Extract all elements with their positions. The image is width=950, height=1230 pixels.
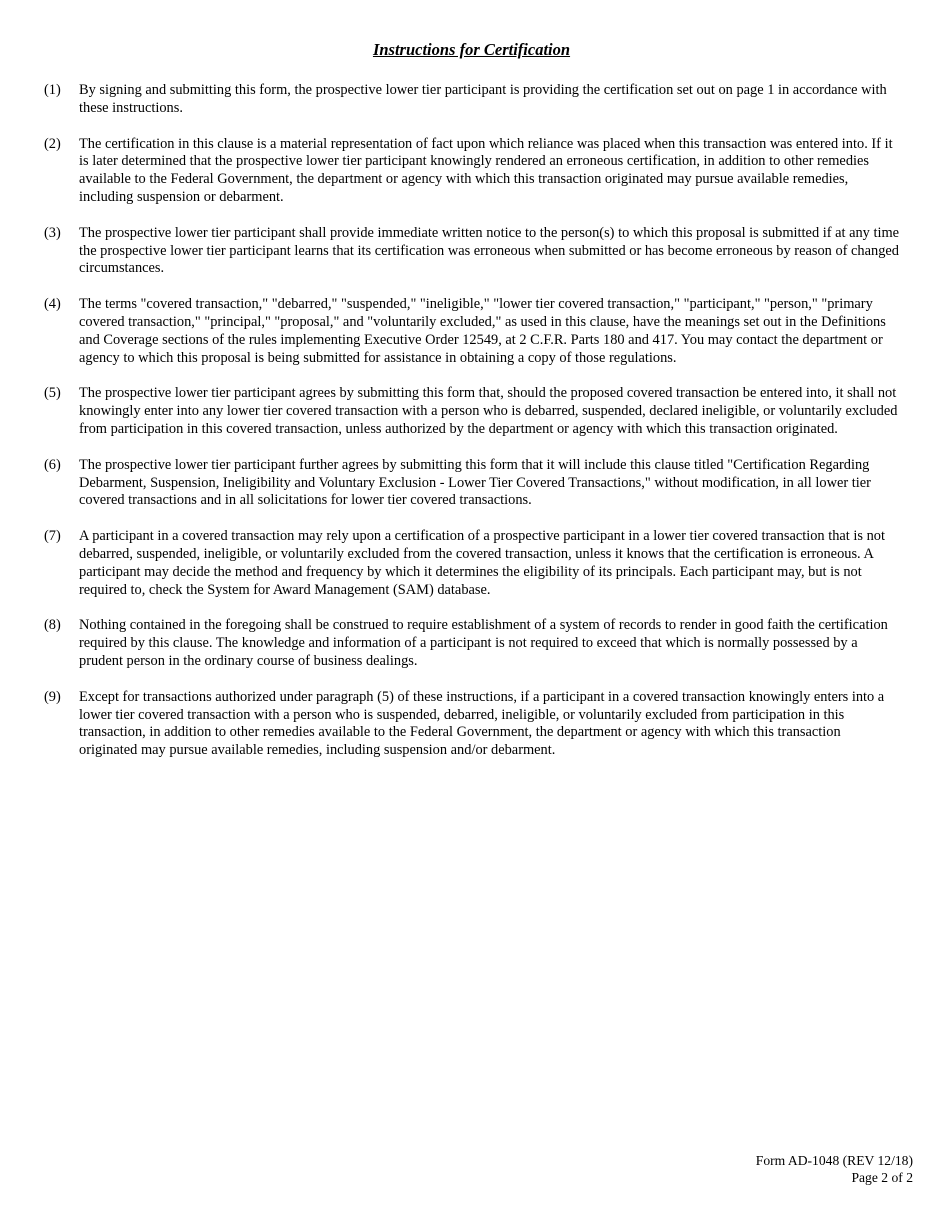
instruction-list (44, 82, 902, 778)
instruction-item (44, 689, 902, 760)
item-text: By signing and submitting this form, the prospective lower tier participant is providing the certification set out on page 1 in accordance with these instructions. (79, 82, 887, 116)
instruction-item (44, 82, 902, 118)
item-number: (4) (44, 296, 61, 313)
instruction-item (44, 617, 902, 670)
item-number: (5) (44, 385, 61, 402)
instruction-item (44, 457, 902, 510)
instruction-item (44, 225, 902, 278)
item-text: Except for transactions authorized under paragraph (5) of these instructions, if a participant in a covered transaction knowingly enters into a lower tier covered transaction with a person who is suspended, debarred, ineligible, or voluntarily excluded from participation in this transaction, in addition to other remedies available to the Federal Government, the department or agency with which this transaction originated may pursue available remedies, including suspension and/or debarment. (79, 688, 885, 759)
page-number: Page 2 of 2 (851, 1170, 913, 1185)
instruction-item (44, 296, 902, 367)
item-text: The prospective lower tier participant further agrees by submitting this form that it will include this clause titled "Certification Regarding Debarment, Suspension, Ineligibility and Voluntary Exclusion - Lower Tier Covered Transactions," without modification, in all lower tier covered transactions and in all solicitations for lower tier covered transactions. (79, 456, 871, 509)
item-number: (8) (44, 617, 61, 634)
item-text: A participant in a covered transaction may rely upon a certification of a prospective participant in a lower tier covered transaction that is not debarred, suspended, ineligible, or voluntarily excluded from the covered transaction, unless it knows that the certification is erroneous. A participant may decide the method and frequency by which it determines the eligibility of its principals. Each participant may, but is not required to, check the System for Award Management (SAM) database. (79, 528, 885, 598)
page-title: Instructions for Certification (372, 40, 571, 59)
item-text: The prospective lower tier participant agrees by submitting this form that, should the proposed covered transaction be entered into, it shall not knowingly enter into any lower tier covered transaction with a person who is debarred, suspended, declared ineligible, or voluntarily excluded from participation in this covered transaction, unless authorized by the department or agency with which this transaction originated. (79, 385, 898, 437)
page-footer (756, 1152, 913, 1186)
item-text: Nothing contained in the foregoing shall be construed to require establishment of a system of records to render in good faith the certification required by this clause. The knowledge and information of a participant is not required to exceed that which is normally possessed by a prudent person in the ordinary course of business dealings. (79, 617, 888, 669)
item-number: (1) (44, 82, 61, 98)
item-number: (9) (44, 688, 61, 705)
item-number: (3) (44, 224, 61, 241)
item-text: The prospective lower tier participant shall provide immediate written notice to the person(s) to which this proposal is submitted if at any time the prospective lower tier participant learns that its certification was erroneous when submitted or has become erroneous by reason of changed circumstances. (79, 224, 900, 277)
item-text: The terms "covered transaction," "debarred," "suspended," "ineligible," "lower tier covered transaction," "participant," "person," "primary covered transaction," "principal," "proposal," and "voluntarily excluded," as used in this clause, have the meanings set out in the Definitions and Coverage sections of the rules implementing Executive Order 12549, at 2 C.F.R. Parts 180 and 417. You may contact the department or agency to which this proposal is being submitted for assistance in obtaining a copy of those regulations. (79, 296, 886, 366)
item-number: (7) (44, 528, 61, 545)
item-text: The certification in this clause is a material representation of fact upon which reliance was placed when this transaction was entered into. If it is later determined that the prospective lower tier participant knowingly rendered an erroneous certification, in addition to other remedies available to the Federal Government, the department or agency with which this transaction originated may pursue available remedies, including suspension or debarment. (79, 135, 893, 205)
instruction-item (44, 136, 902, 207)
item-number: (2) (44, 135, 61, 152)
instruction-item (44, 528, 902, 599)
form-identifier: Form AD-1048 (REV 12/18) (755, 1153, 913, 1168)
item-number: (6) (44, 456, 61, 473)
instruction-item (44, 385, 902, 438)
